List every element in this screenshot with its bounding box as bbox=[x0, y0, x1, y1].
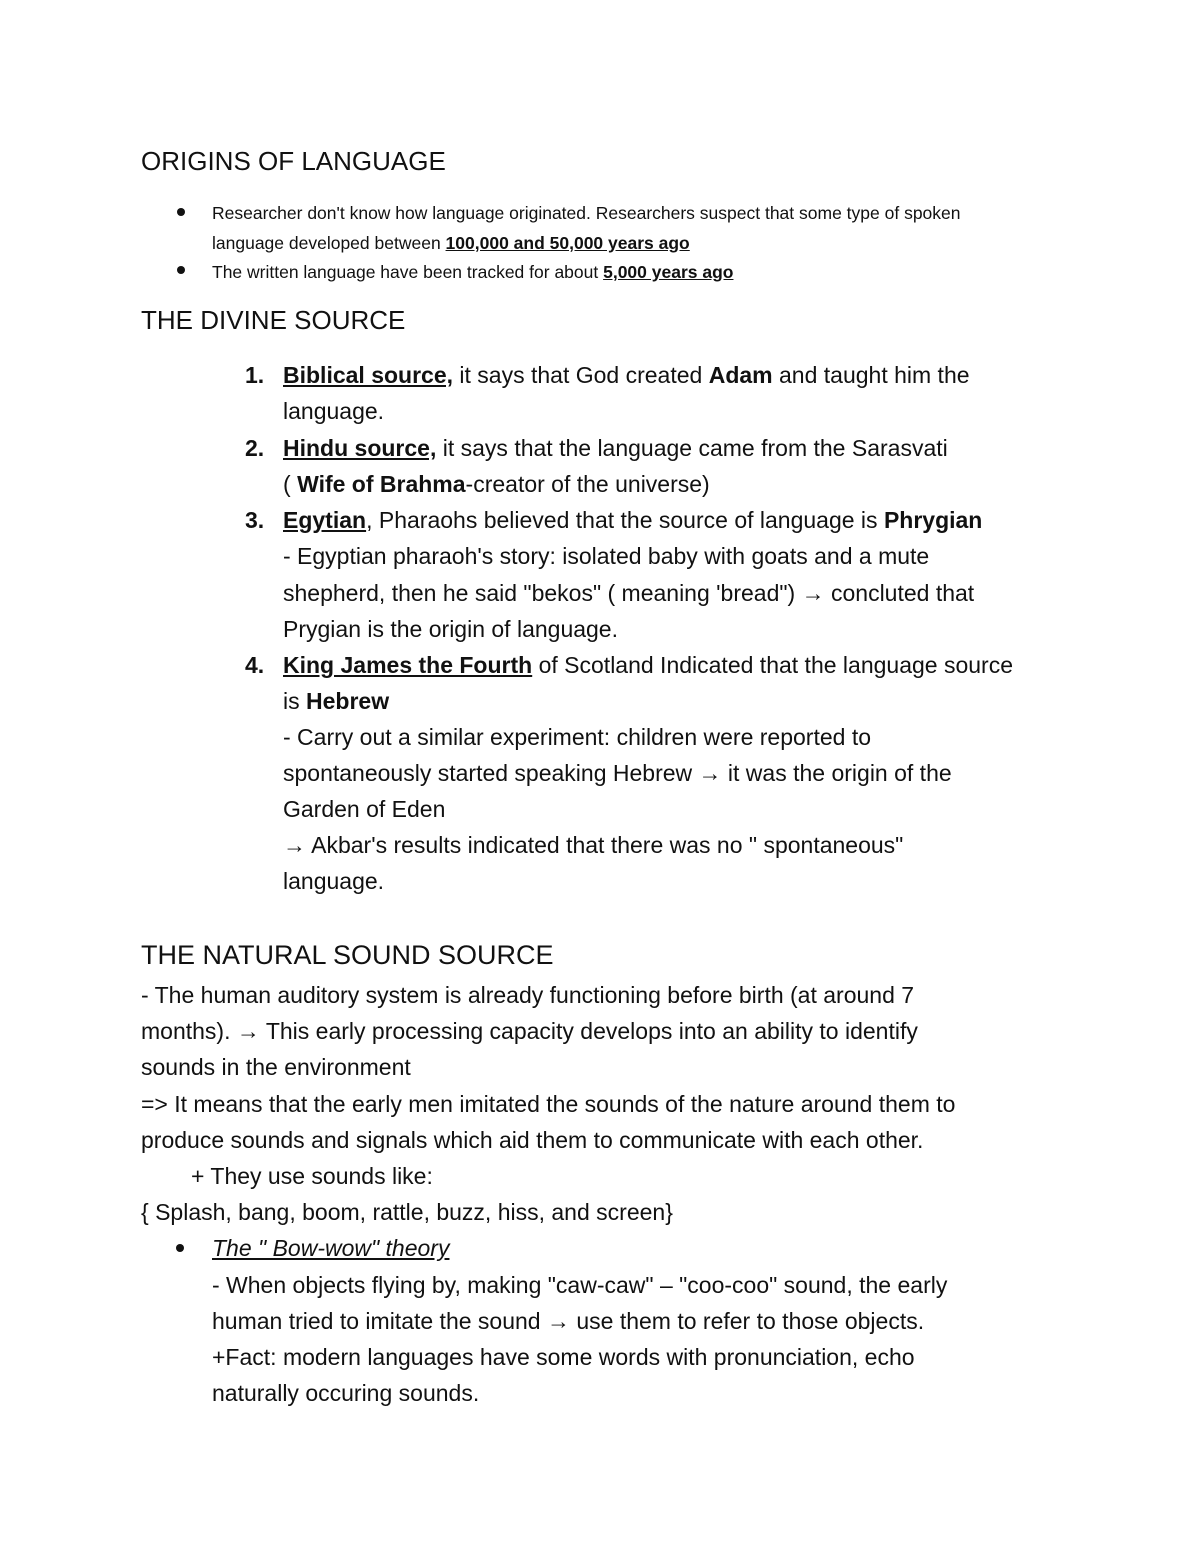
bow-wow-line-4: naturally occuring sounds. bbox=[212, 1380, 480, 1406]
heading-origins: ORIGINS OF LANGUAGE bbox=[141, 146, 446, 176]
heading-divine-source: THE DIVINE SOURCE bbox=[141, 305, 406, 335]
divine-item-1-line-2: language. bbox=[283, 398, 385, 424]
emphasis-years: 100,000 and 50,000 years ago bbox=[445, 233, 690, 253]
list-number: 4. bbox=[245, 652, 265, 678]
divine-item-3-line-3: shepherd, then he said "bekos" ( meaning 'bread") → concluted that bbox=[283, 580, 975, 606]
text-run: it says that the language came from the Sarasvati bbox=[436, 435, 948, 461]
divine-item-3-line-2: - Egyptian pharaoh's story: isolated baby with goats and a mute bbox=[283, 543, 930, 569]
natural-paragraph-line-4: => It means that the early men imitated the sounds of the nature around them to bbox=[141, 1091, 956, 1117]
term-hindu: Hindu source, bbox=[283, 435, 437, 461]
divine-item-4-line-2 bbox=[283, 683, 389, 720]
divine-item-4-line-1 bbox=[283, 647, 1013, 684]
text-run: The written language have been tracked for about bbox=[212, 262, 604, 282]
list-number: 2. bbox=[245, 435, 265, 461]
bullet-icon bbox=[177, 266, 185, 274]
text-run: and taught him the bbox=[772, 362, 970, 388]
natural-paragraph-line-5: produce sounds and signals which aid them to communicate with each other. bbox=[141, 1127, 924, 1153]
text-run: , Pharaohs believed that the source of language is bbox=[366, 507, 884, 533]
bullet-icon bbox=[177, 208, 185, 216]
list-number: 3. bbox=[245, 507, 265, 533]
bow-wow-line-1: - When objects flying by, making "caw-caw" – "coo-coo" sound, the early bbox=[212, 1272, 948, 1298]
bow-wow-line-3: +Fact: modern languages have some words with pronunciation, echo bbox=[212, 1344, 915, 1370]
term-king-james: King James the Fourth bbox=[283, 652, 533, 678]
text-run: is bbox=[283, 688, 306, 714]
origins-bullet-1-line-2 bbox=[212, 228, 690, 258]
divine-item-2-line-1 bbox=[283, 430, 948, 467]
origins-bullet-2 bbox=[212, 257, 733, 287]
term-egytian: Egytian bbox=[283, 507, 367, 533]
text-run: of Scotland Indicated that the language source bbox=[532, 652, 1013, 678]
term-brahma: Wife of Brahma bbox=[297, 471, 466, 497]
divine-item-4-line-6: → Akbar's results indicated that there was no " spontaneous" bbox=[283, 832, 904, 858]
bullet-icon bbox=[176, 1244, 184, 1252]
term-adam: Adam bbox=[708, 362, 773, 388]
term-phrygian: Phrygian bbox=[883, 507, 983, 533]
text-run: it says that God created bbox=[453, 362, 709, 388]
divine-item-1-line-1 bbox=[283, 357, 970, 394]
divine-item-4-line-3: - Carry out a similar experiment: children were reported to bbox=[283, 724, 872, 750]
heading-natural-sound-source: THE NATURAL SOUND SOURCE bbox=[141, 940, 554, 970]
divine-item-4-line-5: Garden of Eden bbox=[283, 796, 446, 822]
divine-item-4-line-4: spontaneously started speaking Hebrew → it was the origin of the bbox=[283, 760, 952, 786]
natural-paragraph-line-3: sounds in the environment bbox=[141, 1054, 411, 1080]
bow-wow-line-2: human tried to imitate the sound → use them to refer to those objects. bbox=[212, 1308, 925, 1334]
natural-paragraph-line-1: - The human auditory system is already functioning before birth (at around 7 bbox=[141, 982, 915, 1008]
text-run: ( bbox=[283, 471, 298, 497]
natural-paragraph-line-2: months). → This early processing capacity develops into an ability to identify bbox=[141, 1018, 918, 1044]
divine-item-4-line-7: language. bbox=[283, 868, 385, 894]
list-number: 1. bbox=[245, 362, 265, 388]
natural-sounds-list: { Splash, bang, boom, rattle, buzz, hiss, and screen} bbox=[141, 1199, 673, 1225]
bow-wow-theory-title: The " Bow-wow" theory bbox=[212, 1235, 450, 1261]
divine-item-2-line-2 bbox=[283, 466, 710, 503]
text-run: language developed between bbox=[212, 233, 446, 253]
emphasis-years: 5,000 years ago bbox=[603, 262, 734, 282]
term-biblical: Biblical source, bbox=[283, 362, 454, 388]
natural-paragraph-line-6: + They use sounds like: bbox=[191, 1163, 433, 1189]
origins-bullet-1-line-1: Researcher don't know how language originated. Researchers suspect that some type of spoken bbox=[212, 203, 961, 223]
divine-item-3-line-4: Prygian is the origin of language. bbox=[283, 616, 618, 642]
divine-item-3-line-1 bbox=[283, 502, 982, 539]
text-run: -creator of the universe) bbox=[465, 471, 710, 497]
term-hebrew: Hebrew bbox=[306, 688, 390, 714]
